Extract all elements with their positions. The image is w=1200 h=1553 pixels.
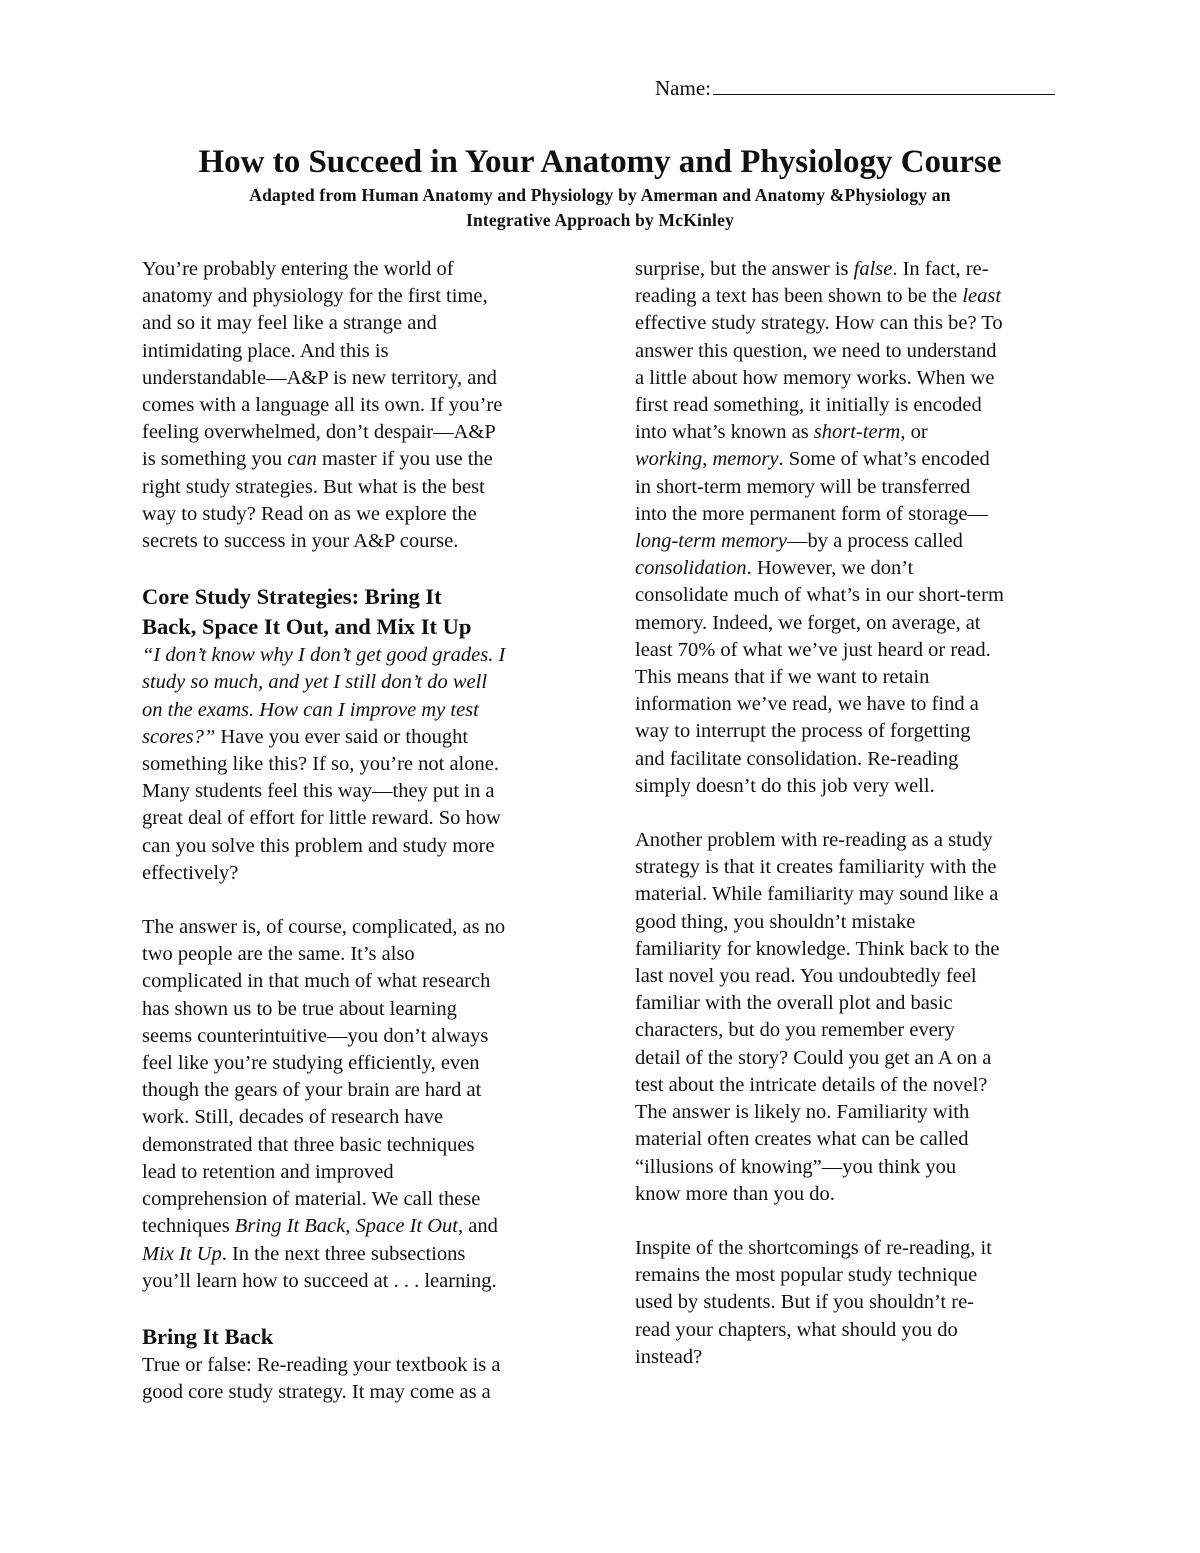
quote-text: scores?” <box>142 725 216 748</box>
text-run: techniques <box>142 1215 235 1238</box>
text-line: read your chapters, what should you do <box>635 1318 958 1341</box>
text-line: This means that if we want to retain <box>635 666 930 689</box>
text-line: You’re probably entering the world of <box>142 258 454 280</box>
name-blank-line[interactable] <box>713 74 1055 95</box>
text-line <box>142 1241 567 1268</box>
emphasis-text: false <box>853 258 893 280</box>
text-line: way to study? Read on as we explore the <box>142 502 477 525</box>
text-line: something like this? If so, you’re not alone. <box>142 753 499 776</box>
text-line: material often creates what can be called <box>635 1128 969 1151</box>
emphasis-text: can <box>287 448 317 471</box>
emphasis-text: least <box>962 285 1002 308</box>
text-line: good thing, you shouldn’t mistake <box>635 910 916 933</box>
text-line: material. While familiarity may sound like a <box>635 883 999 906</box>
text-line: into the more permanent form of storage— <box>635 502 988 525</box>
quote-line: on the exams. How can I improve my test <box>142 698 479 721</box>
text-line <box>142 1213 567 1240</box>
text-line <box>635 256 1065 283</box>
text-line: familiarity for knowledge. Think back to the <box>635 937 1000 960</box>
text-line: complicated in that much of what research <box>142 970 491 993</box>
text-line: remains the most popular study technique <box>635 1264 978 1287</box>
emphasis-text: memory <box>712 448 779 471</box>
right-column <box>635 256 1065 1398</box>
text-line: test about the intricate details of the novel? <box>635 1073 988 1096</box>
text-run: is something you <box>142 448 288 471</box>
section-heading-core-strategies <box>142 582 567 642</box>
emphasis-text: short-term <box>813 421 901 444</box>
name-label: Name: <box>655 76 711 100</box>
document-title: How to Succeed in Your Anatomy and Physiology Course <box>198 144 1002 180</box>
text-line: detail of the story? Could you get an A on a <box>635 1046 992 1069</box>
text-run: master if you use the <box>316 448 493 471</box>
text-line: first read something, it initially is encoded <box>635 394 982 417</box>
text-line <box>635 419 1065 446</box>
name-field[interactable] <box>655 74 1055 101</box>
left-column <box>142 256 567 1433</box>
emphasis-text: Space It Out <box>355 1215 458 1238</box>
memory-paragraph <box>635 256 1065 800</box>
bring-paragraph <box>142 1352 567 1406</box>
heading-line: Core Study Strategies: Bring It <box>142 584 442 610</box>
text-line: intimidating place. And this is <box>142 339 389 362</box>
text-line: can you solve this problem and study more <box>142 834 495 857</box>
text-line: has shown us to be true about learning <box>142 997 457 1020</box>
text-line: characters, but do you remember every <box>635 1019 955 1042</box>
text-line: instead? <box>635 1345 703 1368</box>
text-line <box>142 446 567 473</box>
text-run: reading a text has been shown to be the <box>635 285 963 308</box>
text-line <box>635 446 1065 473</box>
intro-paragraph <box>142 256 567 555</box>
text-line: lead to retention and improved <box>142 1160 394 1183</box>
text-line <box>635 283 1065 310</box>
text-run: . Some of what’s encoded <box>778 448 990 471</box>
text-line: last novel you read. You undoubtedly feel <box>635 965 977 988</box>
text-line: strategy is that it creates familiarity with the <box>635 856 997 879</box>
text-line: least 70% of what we’ve just heard or read. <box>635 638 991 661</box>
quote-line: study so much, and yet I still don’t do well <box>142 671 488 694</box>
text-line: and so it may feel like a strange and <box>142 312 437 335</box>
text-line: The answer is likely no. Familiarity with <box>635 1101 970 1124</box>
text-line: way to interrupt the process of forgetting <box>635 720 971 743</box>
text-line: consolidate much of what’s in our short-term <box>635 584 1004 607</box>
text-line: Many students feel this way—they put in a <box>142 780 495 803</box>
text-line <box>635 528 1065 555</box>
text-line: comprehension of material. We call these <box>142 1188 481 1211</box>
answer-paragraph <box>142 914 567 1295</box>
text-run: Have you ever said or thought <box>215 725 469 748</box>
text-line: familiar with the overall plot and basic <box>635 992 953 1015</box>
text-line <box>142 724 567 751</box>
text-run: surprise, but the answer is <box>635 258 854 280</box>
text-line: though the gears of your brain are hard at <box>142 1079 482 1102</box>
text-line: a little about how memory works. When we <box>635 366 995 389</box>
heading-line: Back, Space It Out, and Mix It Up <box>142 614 472 640</box>
text-line: right study strategies. But what is the best <box>142 475 485 498</box>
text-line: “illusions of knowing”—you think you <box>635 1155 957 1178</box>
text-run: . In the next three subsections <box>221 1242 466 1265</box>
text-line: good core study strategy. It may come as a <box>142 1381 491 1404</box>
section-heading-bring-it-back <box>142 1322 567 1352</box>
text-line: effectively? <box>142 861 239 884</box>
text-run: —by a process called <box>787 530 963 553</box>
text-line: secrets to success in your A&P course. <box>142 530 459 553</box>
quote-line: “I don’t know why I don’t get good grades. I <box>142 644 506 667</box>
text-line: two people are the same. It’s also <box>142 943 415 966</box>
emphasis-text: consolidation <box>635 557 747 580</box>
text-line: comes with a language all its own. If you’re <box>142 394 503 417</box>
heading-line: Bring It Back <box>142 1323 274 1349</box>
text-run: into what’s known as <box>635 421 814 444</box>
text-line: great deal of effort for little reward. So how <box>142 807 501 830</box>
text-line: anatomy and physiology for the first time, <box>142 285 488 308</box>
text-line: information we’ve read, we have to find a <box>635 693 979 716</box>
emphasis-text: Mix It Up <box>142 1242 222 1265</box>
text-line: seems counterintuitive—you don’t always <box>142 1024 489 1047</box>
text-line: in short-term memory will be transferred <box>635 475 971 498</box>
text-line: True or false: Re-reading your textbook is a <box>142 1353 501 1376</box>
text-line: The answer is, of course, complicated, as no <box>142 916 506 939</box>
familiarity-paragraph <box>635 827 1065 1208</box>
text-run: . In fact, re- <box>892 258 989 280</box>
text-line: know more than you do. <box>635 1182 835 1205</box>
text-run: , and <box>457 1215 498 1238</box>
subtitle-line: Adapted from Human Anatomy and Physiology by Amerman and Anatomy &Physiology an <box>249 185 951 205</box>
text-line: feel like you’re studying efficiently, even <box>142 1052 480 1075</box>
text-line: demonstrated that three basic techniques <box>142 1133 475 1156</box>
text-line: and facilitate consolidation. Re-reading <box>635 747 959 770</box>
emphasis-text: Bring It Back <box>234 1215 346 1238</box>
text-line: understandable—A&P is new territory, and <box>142 366 497 389</box>
text-line: memory. Indeed, we forget, on average, at <box>635 611 981 634</box>
text-line <box>635 555 1065 582</box>
quote-paragraph <box>142 642 567 887</box>
document-subtitle <box>150 183 1050 233</box>
text-run: , <box>702 448 713 471</box>
text-line: simply doesn’t do this job very well. <box>635 774 935 797</box>
subtitle-line: Integrative Approach by McKinley <box>465 210 735 230</box>
text-line: feeling overwhelmed, don’t despair—A&P <box>142 421 496 444</box>
text-run: . However, we don’t <box>746 557 914 580</box>
text-run: , or <box>900 421 928 444</box>
text-line: Another problem with re-reading as a study <box>635 829 993 852</box>
text-line: Inspite of the shortcomings of re-reading, it <box>635 1236 992 1259</box>
emphasis-text: long-term memory <box>635 530 788 553</box>
text-line: used by students. But if you shouldn’t re- <box>635 1291 974 1314</box>
text-line: work. Still, decades of research have <box>142 1106 444 1129</box>
text-line: you’ll learn how to succeed at . . . learning. <box>142 1269 497 1292</box>
inspite-paragraph <box>635 1235 1065 1371</box>
text-line: answer this question, we need to understand <box>635 339 997 362</box>
text-run: , <box>345 1215 356 1238</box>
text-line: effective study strategy. How can this be? To <box>635 312 1003 335</box>
emphasis-text: working <box>635 448 703 471</box>
